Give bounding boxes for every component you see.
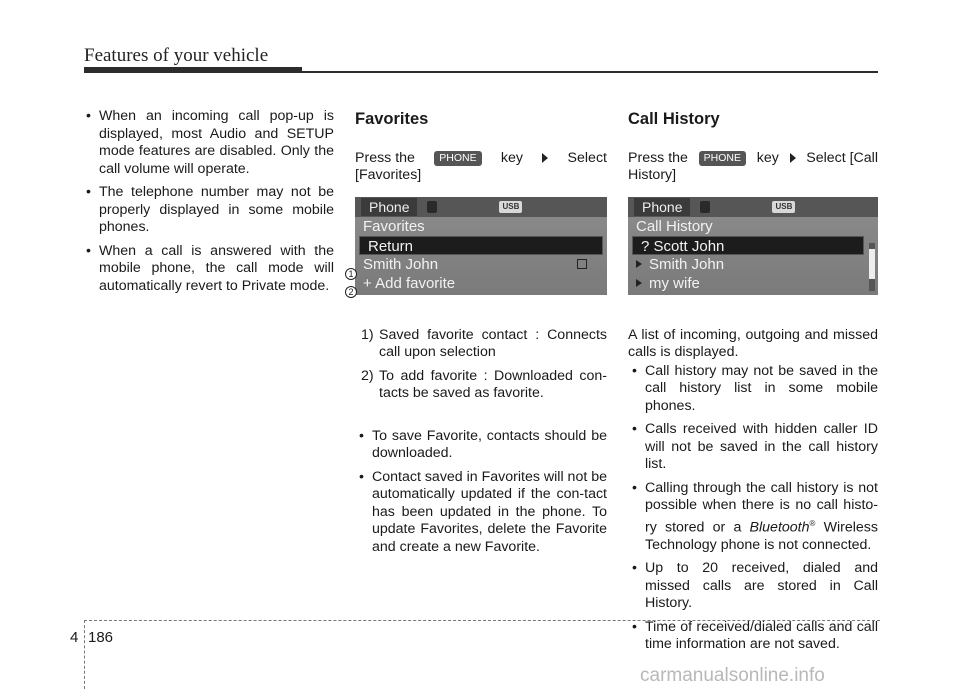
press-select: Select [Call bbox=[806, 149, 878, 166]
footer-divider bbox=[84, 620, 85, 689]
press-target: [Favorites] bbox=[355, 167, 422, 183]
column-1-bullets bbox=[82, 108, 334, 295]
press-select: Select bbox=[567, 149, 607, 166]
press-target: History] bbox=[628, 167, 677, 183]
phone-tab: Phone bbox=[361, 198, 417, 216]
page-number: 186 bbox=[88, 629, 114, 646]
screen-item-missed-call: ? Scott John bbox=[632, 236, 864, 255]
caller-name: Smith John bbox=[649, 255, 725, 273]
list-item: • When an incoming call pop-up is displayed, most Audio and SETUP mode features are disabled. Only the call volume will operate. bbox=[82, 108, 334, 178]
bluetooth-icon bbox=[427, 201, 437, 213]
caller-name: my wife bbox=[649, 274, 700, 292]
press-key: key bbox=[756, 149, 779, 166]
footer-rule bbox=[84, 620, 880, 621]
favorites-numbered-list bbox=[355, 327, 607, 403]
list-item: • Calls received with hidden caller ID will not be saved in the call history list. bbox=[628, 421, 878, 474]
bluetooth-text-before: Calling through the call history is not possible when there is no call histo-ry stored or a bbox=[645, 479, 878, 536]
arrow-right-icon bbox=[542, 153, 548, 163]
call-history-intro: A list of incoming, outgoing and missed calls is displayed. bbox=[628, 326, 878, 360]
favorites-screen bbox=[355, 197, 607, 295]
list-text: Saved favorite contact : Connects call upon selection bbox=[379, 326, 607, 360]
press-key: key bbox=[500, 149, 523, 166]
screen-status-bar bbox=[628, 197, 878, 217]
header-bar bbox=[84, 67, 302, 73]
screen-status-bar bbox=[355, 197, 607, 217]
list-item bbox=[355, 368, 607, 403]
call-history-bullets bbox=[628, 363, 878, 654]
screen-scrollbar bbox=[869, 243, 875, 291]
list-item: • Up to 20 received, dialed and missed calls are stored in Call History. bbox=[628, 560, 878, 613]
bluetooth-icon bbox=[700, 201, 710, 213]
list-text: To add favorite : Downloaded con-tacts be saved as favorite. bbox=[379, 367, 607, 401]
call-history-title: Call History bbox=[628, 110, 720, 128]
favorites-instruction bbox=[355, 150, 607, 185]
watermark: carmanualsonline.info bbox=[640, 665, 825, 686]
press-prefix: Press the bbox=[355, 149, 415, 166]
screen-item-contact bbox=[355, 255, 607, 274]
callout-1: 1 bbox=[345, 268, 357, 280]
phone-type-icon bbox=[577, 259, 587, 269]
phone-tab: Phone bbox=[634, 198, 690, 216]
screen-item-return: Return bbox=[359, 236, 603, 255]
screen-item-call bbox=[628, 255, 878, 274]
column-1 bbox=[82, 108, 334, 301]
list-number: 2) bbox=[361, 367, 374, 384]
call-history-section bbox=[628, 108, 878, 660]
list-item: • Contact saved in Favorites will not be automatically updated if the con-tact has been updated in the phone. To update Favorites, delete the Favorite and create a new Favorite. bbox=[355, 469, 607, 557]
favorites-title: Favorites bbox=[355, 110, 429, 128]
call-history-instruction bbox=[628, 150, 878, 185]
list-number: 1) bbox=[361, 326, 374, 343]
scrollbar-thumb bbox=[869, 249, 875, 279]
screen-item-add-favorite: + Add favorite bbox=[363, 274, 456, 292]
header-title: Features of your vehicle bbox=[84, 45, 269, 66]
callout-2: 2 bbox=[345, 286, 357, 298]
arrow-right-icon bbox=[790, 153, 796, 163]
bluetooth-text-after: Wireless Technology phone is not connected. bbox=[645, 519, 878, 553]
screen-header: Call History bbox=[636, 217, 713, 235]
usb-icon: USB bbox=[772, 201, 795, 213]
press-prefix: Press the bbox=[628, 149, 688, 166]
list-item: • To save Favorite, contacts should be downloaded. bbox=[355, 428, 607, 463]
screen-item-call bbox=[628, 274, 878, 293]
registered-mark: ® bbox=[809, 518, 816, 528]
favorites-bullets bbox=[355, 428, 607, 557]
list-item bbox=[628, 480, 878, 555]
call-direction-icon bbox=[636, 279, 642, 287]
list-item: • When a call is answered with the mobile phone, the call mode will automatically revert to Private mode. bbox=[82, 243, 334, 296]
phone-key-icon: PHONE bbox=[434, 151, 481, 166]
chapter-number: 4 bbox=[70, 629, 79, 646]
call-history-screen bbox=[628, 197, 878, 295]
usb-icon: USB bbox=[499, 201, 522, 213]
call-direction-icon bbox=[636, 260, 642, 268]
header-rule bbox=[302, 71, 878, 73]
bluetooth-brand: Bluetooth bbox=[749, 519, 810, 536]
list-item: • The telephone number may not be properly displayed in some mobile phones. bbox=[82, 184, 334, 237]
favorites-section bbox=[355, 108, 607, 562]
list-item bbox=[355, 327, 607, 362]
phone-key-icon: PHONE bbox=[699, 151, 746, 166]
screen-header: Favorites bbox=[363, 217, 425, 235]
contact-name: Smith John bbox=[363, 255, 439, 273]
list-item: • Call history may not be saved in the call history list in some mobile phones. bbox=[628, 363, 878, 416]
list-item: • Time of received/dialed calls and call time information are not saved. bbox=[628, 619, 878, 654]
